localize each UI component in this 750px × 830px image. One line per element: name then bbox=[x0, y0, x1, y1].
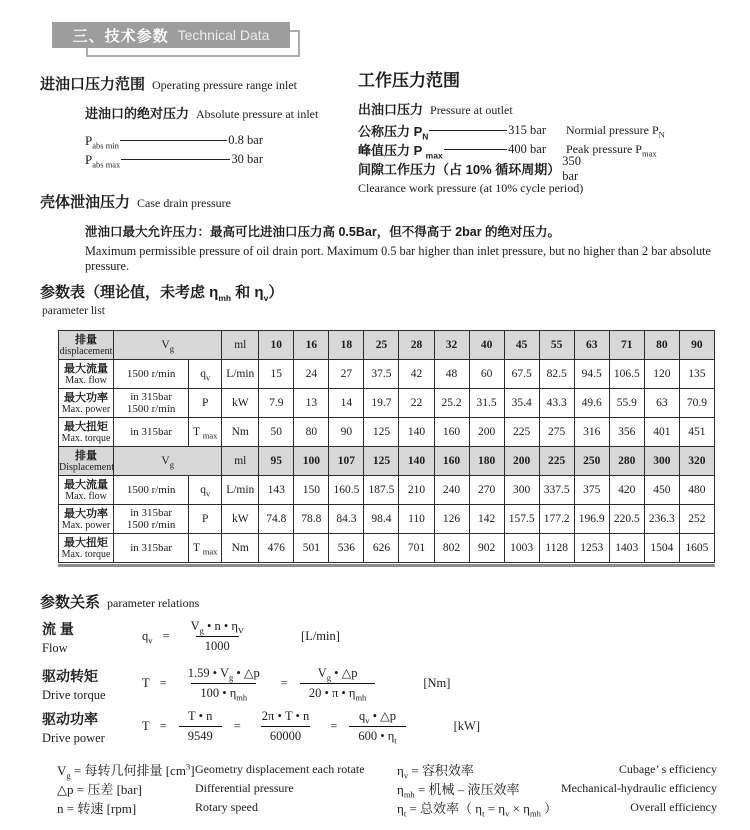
value-cell: 1128 bbox=[539, 534, 574, 563]
value-cell: 84.3 bbox=[329, 505, 364, 534]
value-cell: 501 bbox=[294, 534, 329, 563]
abs-min-symbol: $P_{abs min}$ bbox=[85, 132, 119, 151]
value-cell: 37.5 bbox=[364, 360, 399, 389]
unit-header-cell: ml bbox=[222, 331, 259, 360]
section-banner bbox=[52, 22, 290, 48]
condition-cell: in 315bar bbox=[114, 534, 189, 563]
drain-note-en: Maximum permissible pressure of oil drain port. Maximum 0.5 bar higher than inlet pressure, but no higher than 2 bar absolute pressure. bbox=[85, 244, 711, 273]
size-header-cell: 140 bbox=[399, 447, 434, 476]
value-cell: 22 bbox=[399, 389, 434, 418]
clearance-pressure-value: 350 bar bbox=[562, 153, 581, 183]
parameter-table-wrap bbox=[58, 330, 715, 567]
value-cell: 160 bbox=[434, 418, 469, 447]
table-data-row bbox=[59, 360, 715, 389]
value-cell: 13 bbox=[294, 389, 329, 418]
case-drain-section bbox=[40, 191, 730, 274]
flow-label-en: Flow bbox=[42, 641, 68, 655]
outlet-sub-cn: 出油口压力 bbox=[358, 102, 424, 117]
nominal-pressure-label: 公称压力 $P_N$ bbox=[358, 124, 429, 142]
legend-english-label: Cubage’ s efficiency bbox=[618, 762, 717, 776]
condition-cell: in 315bar 1500 r/min bbox=[114, 505, 189, 534]
value-cell: 337.5 bbox=[539, 476, 574, 505]
formula-unit: [Nm] bbox=[423, 675, 451, 690]
value-cell: 98.4 bbox=[364, 505, 399, 534]
value-cell: 275 bbox=[539, 418, 574, 447]
value-cell: 55.9 bbox=[609, 389, 644, 418]
value-cell: 1605 bbox=[679, 534, 714, 563]
value-cell: 480 bbox=[679, 476, 714, 505]
value-cell: 35.4 bbox=[504, 389, 539, 418]
size-header-cell: 25 bbox=[364, 331, 399, 360]
legend-item bbox=[57, 798, 365, 817]
legend-english-label: Differential pressure bbox=[195, 781, 294, 795]
row-label-cell: 最大功率 Max. power bbox=[59, 505, 114, 534]
size-header-cell: 300 bbox=[644, 447, 679, 476]
formula-unit: [kW] bbox=[453, 718, 480, 733]
working-pressure-section bbox=[358, 66, 746, 196]
row-label-cell: 最大流量 Max. flow bbox=[59, 476, 114, 505]
torque-expression bbox=[142, 660, 450, 706]
value-cell: 626 bbox=[364, 534, 399, 563]
size-header-cell: 55 bbox=[539, 331, 574, 360]
flow-label-cn: 流 量 bbox=[42, 621, 74, 637]
fraction: $\frac{2\pi • T • n}{60000}$ bbox=[261, 708, 310, 743]
symbol-cell: P bbox=[189, 505, 222, 534]
equals-sign: = bbox=[280, 675, 288, 690]
size-header-cell: 32 bbox=[434, 331, 469, 360]
unit-cell: L/min bbox=[222, 476, 259, 505]
symbol-cell: T $_{max}$ bbox=[189, 534, 222, 563]
clearance-pressure-label: 间隙工作压力（占 10% 循环周期） bbox=[358, 162, 561, 177]
value-cell: 126 bbox=[434, 505, 469, 534]
size-header-cell: 250 bbox=[574, 447, 609, 476]
size-header-cell: 90 bbox=[679, 331, 714, 360]
legend-right-column bbox=[397, 760, 717, 817]
inlet-sub-cn: 进油口的绝对压力 bbox=[85, 106, 190, 121]
abs-min-value: 0.8 bar bbox=[228, 133, 263, 147]
value-cell: 451 bbox=[679, 418, 714, 447]
legend-symbol-definition: △p = 压差 [bar] bbox=[57, 782, 142, 797]
table-header-row bbox=[59, 447, 715, 476]
leader-line bbox=[429, 130, 507, 131]
unit-cell: kW bbox=[222, 505, 259, 534]
value-cell: 135 bbox=[679, 360, 714, 389]
value-cell: 150 bbox=[294, 476, 329, 505]
banner-title-cn: 三、技术参数 bbox=[72, 27, 169, 45]
equals-sign: = bbox=[159, 718, 167, 733]
peak-pressure-en: Peak pressure $P_{max}$ bbox=[566, 142, 657, 159]
value-cell: 120 bbox=[644, 360, 679, 389]
table-heading-cn: 参数表（理论值，未考虑 $\eta_{mh}$ 和 $\eta_v$） bbox=[40, 284, 284, 303]
size-header-cell: 45 bbox=[504, 331, 539, 360]
value-cell: 210 bbox=[399, 476, 434, 505]
table-data-row bbox=[59, 534, 715, 563]
formula-symbol: $q_v$ bbox=[142, 628, 153, 645]
legend-english-label: Overall efficiency bbox=[630, 800, 717, 814]
size-header-cell: 18 bbox=[329, 331, 364, 360]
clearance-pressure-line bbox=[358, 153, 746, 183]
table-bottom-rule bbox=[58, 564, 715, 567]
value-cell: 1003 bbox=[504, 534, 539, 563]
abs-max-symbol: $P_{abs max}$ bbox=[85, 151, 121, 170]
value-cell: 536 bbox=[329, 534, 364, 563]
displacement-header-cell: 排量 Displacement bbox=[59, 447, 114, 476]
size-header-cell: 71 bbox=[609, 331, 644, 360]
outlet-sub-en: Pressure at outlet bbox=[430, 103, 513, 117]
size-header-cell: 320 bbox=[679, 447, 714, 476]
value-cell: 140 bbox=[399, 418, 434, 447]
equals-sign: = bbox=[162, 628, 170, 643]
value-cell: 177.2 bbox=[539, 505, 574, 534]
value-cell: 94.5 bbox=[574, 360, 609, 389]
formula-symbol: T bbox=[142, 675, 150, 690]
legend-item bbox=[57, 760, 365, 779]
table-data-row bbox=[59, 389, 715, 418]
inlet-heading-cn: 进油口压力范围 bbox=[40, 76, 146, 93]
unit-cell: Nm bbox=[222, 418, 259, 447]
size-header-cell: 10 bbox=[259, 331, 294, 360]
value-cell: 48 bbox=[434, 360, 469, 389]
value-cell: 701 bbox=[399, 534, 434, 563]
flow-expression bbox=[142, 613, 340, 659]
value-cell: 110 bbox=[399, 505, 434, 534]
value-cell: 157.5 bbox=[504, 505, 539, 534]
legend-symbol-definition: $\eta_t$ = 总效率（ $\eta_t = \eta_v \times \eta_{mh}$ ） bbox=[397, 801, 558, 819]
value-cell: 1504 bbox=[644, 534, 679, 563]
value-cell: 420 bbox=[609, 476, 644, 505]
value-cell: 375 bbox=[574, 476, 609, 505]
symbol-cell: P bbox=[189, 389, 222, 418]
value-cell: 31.5 bbox=[469, 389, 504, 418]
legend-symbol-definition: $\eta_v$ = 容积效率 bbox=[397, 763, 474, 781]
abs-pressure-max-line bbox=[85, 150, 263, 169]
table-data-row bbox=[59, 418, 715, 447]
table-data-row bbox=[59, 505, 715, 534]
torque-label-cn: 驱动转矩 bbox=[42, 668, 98, 684]
value-cell: 70.9 bbox=[679, 389, 714, 418]
condition-cell: in 315bar 1500 r/min bbox=[114, 389, 189, 418]
vg-header-cell: $V_g$ bbox=[114, 331, 222, 360]
size-header-cell: 125 bbox=[364, 447, 399, 476]
value-cell: 24 bbox=[294, 360, 329, 389]
relations-heading-cn: 参数关系 bbox=[40, 594, 101, 611]
symbol-cell: $q_v$ bbox=[189, 360, 222, 389]
parameter-relations-title bbox=[40, 591, 199, 612]
value-cell: 196.9 bbox=[574, 505, 609, 534]
parameter-table bbox=[58, 330, 715, 563]
condition-cell: 1500 r/min bbox=[114, 360, 189, 389]
abs-pressure-lines bbox=[85, 131, 263, 169]
row-label-cell: 最大功率 Max. power bbox=[59, 389, 114, 418]
equals-sign: = bbox=[233, 718, 241, 733]
legend-item bbox=[57, 779, 365, 798]
formula-drive-power bbox=[40, 703, 730, 749]
value-cell: 187.5 bbox=[364, 476, 399, 505]
peak-pressure-label: 峰值压力 P $_{max}$ bbox=[358, 143, 443, 161]
legend-item bbox=[397, 779, 717, 798]
inlet-sub-en: Absolute pressure at inlet bbox=[196, 107, 319, 121]
value-cell: 25.2 bbox=[434, 389, 469, 418]
value-cell: 143 bbox=[259, 476, 294, 505]
value-cell: 401 bbox=[644, 418, 679, 447]
unit-cell: L/min bbox=[222, 360, 259, 389]
fraction: $\frac{V_g • n • \eta_V}{1000}$ bbox=[190, 618, 245, 653]
fraction: $\frac{T • n}{9549}$ bbox=[179, 709, 222, 744]
legend-english-label: Mechanical-hydraulic efficiency bbox=[560, 781, 717, 795]
value-cell: 82.5 bbox=[539, 360, 574, 389]
parameter-table-title bbox=[40, 281, 283, 317]
value-cell: 270 bbox=[469, 476, 504, 505]
value-cell: 19.7 bbox=[364, 389, 399, 418]
value-cell: 252 bbox=[679, 505, 714, 534]
value-cell: 225 bbox=[504, 418, 539, 447]
value-cell: 160.5 bbox=[329, 476, 364, 505]
equals-sign: = bbox=[159, 675, 167, 690]
drain-heading-en: Case drain pressure bbox=[137, 196, 231, 210]
row-label-cell: 最大扭矩 Max. torque bbox=[59, 534, 114, 563]
value-cell: 142 bbox=[469, 505, 504, 534]
size-header-cell: 40 bbox=[469, 331, 504, 360]
value-cell: 67.5 bbox=[504, 360, 539, 389]
relations-heading-en: parameter relations bbox=[107, 596, 200, 610]
abs-pressure-min-line bbox=[85, 131, 263, 150]
torque-label-en: Drive torque bbox=[42, 688, 106, 702]
value-cell: 316 bbox=[574, 418, 609, 447]
value-cell: 125 bbox=[364, 418, 399, 447]
value-cell: 50 bbox=[259, 418, 294, 447]
inlet-pressure-section bbox=[40, 73, 352, 169]
value-cell: 60 bbox=[469, 360, 504, 389]
size-header-cell: 180 bbox=[469, 447, 504, 476]
size-header-cell: 80 bbox=[644, 331, 679, 360]
value-cell: 78.8 bbox=[294, 505, 329, 534]
symbol-cell: T $_{max}$ bbox=[189, 418, 222, 447]
table-heading-en: parameter list bbox=[42, 305, 105, 317]
size-header-cell: 225 bbox=[539, 447, 574, 476]
legend-english-label: Rotary speed bbox=[195, 800, 258, 814]
abs-max-value: 30 bar bbox=[231, 152, 263, 166]
equals-sign: = bbox=[330, 718, 338, 733]
condition-cell: 1500 r/min bbox=[114, 476, 189, 505]
value-cell: 902 bbox=[469, 534, 504, 563]
legend-english-label: Geometry displacement each rotate bbox=[195, 762, 365, 776]
size-header-cell: 16 bbox=[294, 331, 329, 360]
value-cell: 356 bbox=[609, 418, 644, 447]
value-cell: 802 bbox=[434, 534, 469, 563]
size-header-cell: 95 bbox=[259, 447, 294, 476]
formula-unit: [L/min] bbox=[301, 628, 340, 643]
drain-heading-cn: 壳体泄油压力 bbox=[40, 194, 131, 211]
legend-symbol-definition: n = 转速 [rpm] bbox=[57, 801, 137, 816]
value-cell: 90 bbox=[329, 418, 364, 447]
fraction: $\frac{q_v • \triangle p}{600 • \eta_t}$ bbox=[349, 708, 405, 744]
size-header-cell: 280 bbox=[609, 447, 644, 476]
leader-line bbox=[444, 149, 507, 150]
size-header-cell: 28 bbox=[399, 331, 434, 360]
value-cell: 7.9 bbox=[259, 389, 294, 418]
leader-line bbox=[120, 140, 227, 141]
value-cell: 1253 bbox=[574, 534, 609, 563]
legend-symbol-definition: $\eta_{mh}$ = 机械 – 液压效率 bbox=[397, 782, 520, 800]
value-cell: 240 bbox=[434, 476, 469, 505]
drain-note-cn: 泄油口最大允许压力：最高可比进油口压力高 0.5Bar，但不得高于 2bar 的绝对压力。 bbox=[85, 225, 561, 239]
vg-header-cell: $V_g$ bbox=[114, 447, 222, 476]
row-label-cell: 最大流量 Max. flow bbox=[59, 360, 114, 389]
unit-cell: Nm bbox=[222, 534, 259, 563]
value-cell: 200 bbox=[469, 418, 504, 447]
unit-header-cell: ml bbox=[222, 447, 259, 476]
banner-title-en: Technical Data bbox=[177, 27, 270, 43]
value-cell: 1403 bbox=[609, 534, 644, 563]
legend-item bbox=[397, 760, 717, 779]
value-cell: 476 bbox=[259, 534, 294, 563]
size-header-cell: 200 bbox=[504, 447, 539, 476]
condition-cell: in 315bar bbox=[114, 418, 189, 447]
legend-left-column bbox=[57, 760, 365, 817]
power-label-cn: 驱动功率 bbox=[42, 711, 98, 727]
outlet-heading-cn: 工作压力范围 bbox=[358, 71, 460, 90]
size-header-cell: 107 bbox=[329, 447, 364, 476]
legend-item bbox=[397, 798, 717, 817]
value-cell: 236.3 bbox=[644, 505, 679, 534]
formula-symbol: T bbox=[142, 718, 150, 733]
value-cell: 43.3 bbox=[539, 389, 574, 418]
fraction: $\frac{V_g • \triangle p}{20 • \pi • \eta_{mh}}$ bbox=[300, 665, 375, 701]
unit-cell: kW bbox=[222, 389, 259, 418]
nominal-pressure-line bbox=[358, 121, 746, 140]
displacement-header-cell: 排量 displacement bbox=[59, 331, 114, 360]
value-cell: 27 bbox=[329, 360, 364, 389]
nominal-pressure-value: 315 bar bbox=[508, 123, 546, 137]
power-label-en: Drive power bbox=[42, 731, 105, 745]
value-cell: 80 bbox=[294, 418, 329, 447]
size-header-cell: 160 bbox=[434, 447, 469, 476]
power-expression bbox=[142, 703, 480, 749]
size-header-cell: 100 bbox=[294, 447, 329, 476]
value-cell: 300 bbox=[504, 476, 539, 505]
symbol-cell: $q_v$ bbox=[189, 476, 222, 505]
legend-symbol-definition: $V_g$ = 每转几何排量 $[cm^3]$ bbox=[57, 761, 195, 781]
formula-drive-torque bbox=[40, 660, 730, 706]
size-header-cell: 63 bbox=[574, 331, 609, 360]
clearance-pressure-en: Clearance work pressure (at 10% cycle period) bbox=[358, 181, 584, 195]
inlet-heading-en: Operating pressure range inlet bbox=[152, 78, 297, 92]
formula-flow bbox=[40, 613, 730, 659]
row-label-cell: 最大扭矩 Max. torque bbox=[59, 418, 114, 447]
nominal-pressure-en: Normial pressure $P_N$ bbox=[566, 123, 665, 140]
value-cell: 49.6 bbox=[574, 389, 609, 418]
peak-pressure-value: 400 bar bbox=[508, 142, 546, 156]
value-cell: 15 bbox=[259, 360, 294, 389]
fraction: $\frac{1.59 • V_g • \triangle p}{100 • \eta_{mh}}$ bbox=[187, 666, 260, 703]
leader-line bbox=[121, 159, 230, 160]
value-cell: 106.5 bbox=[609, 360, 644, 389]
value-cell: 450 bbox=[644, 476, 679, 505]
value-cell: 220.5 bbox=[609, 505, 644, 534]
table-data-row bbox=[59, 476, 715, 505]
value-cell: 14 bbox=[329, 389, 364, 418]
value-cell: 42 bbox=[399, 360, 434, 389]
value-cell: 63 bbox=[644, 389, 679, 418]
table-header-row bbox=[59, 331, 715, 360]
value-cell: 74.8 bbox=[259, 505, 294, 534]
